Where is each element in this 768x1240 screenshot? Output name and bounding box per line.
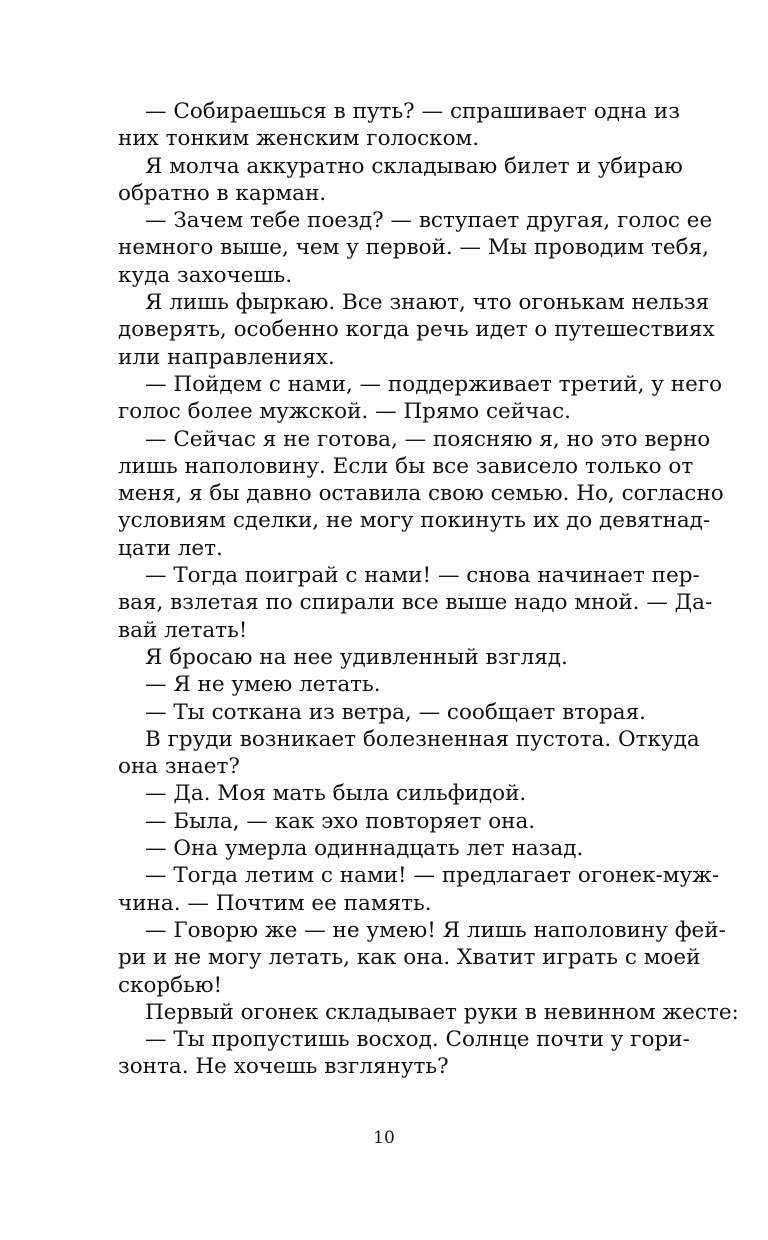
text-line: скорбью! xyxy=(118,972,223,998)
text-line: — Сейчас я не готова, — поясняю я, но это верно xyxy=(145,426,711,452)
text-line: зонта. Не хочешь взглянуть? xyxy=(118,1054,449,1080)
text-line: обратно в карман. xyxy=(118,180,327,206)
text-line: — Пойдем с нами, — поддерживает третий, у него xyxy=(145,371,723,397)
text-line: или направлениях. xyxy=(118,344,335,370)
text-line: условиям сделки, не могу покинуть их до девятнад- xyxy=(118,508,711,534)
text-line: доверять, особенно когда речь идет о путешествиях xyxy=(118,317,715,343)
text-line: меня, я бы давно оставила свою семью. Но, согласно xyxy=(118,481,724,507)
text-line: — Ты соткана из ветра, — сообщает вторая. xyxy=(145,699,646,725)
text-line: — Говорю же — не умею! Я лишь наполовину фей- xyxy=(145,917,726,943)
text-line: немного выше, чем у первой. — Мы проводим тебя, xyxy=(118,235,709,261)
page-text-body xyxy=(118,98,739,1081)
text-line: лишь наполовину. Если бы все зависело только от xyxy=(118,453,694,479)
text-line: куда захочешь. xyxy=(118,262,293,288)
text-line: них тонким женским голоском. xyxy=(118,126,480,152)
text-line: чина. — Почтим ее память. xyxy=(118,890,432,916)
text-line: Первый огонек складывает руки в невинном жесте: xyxy=(145,999,739,1025)
text-line: Я молча аккуратно складываю билет и убираю xyxy=(145,153,683,179)
text-line: В груди возникает болезненная пустота. Откуда xyxy=(145,726,700,752)
text-line: Я лишь фыркаю. Все знают, что огонькам нельзя xyxy=(145,290,710,316)
text-line: голос более мужской. — Прямо сейчас. xyxy=(118,399,572,425)
text-line: вай летать! xyxy=(118,617,248,643)
text-line: — Собираешься в путь? — спрашивает одна из xyxy=(145,99,680,124)
text-line: Я бросаю на нее удивленный взгляд. xyxy=(145,644,568,670)
text-line: — Ты пропустишь восход. Солнце почти у гори- xyxy=(145,1027,690,1053)
text-line: ри и не могу летать, как она. Хватит играть с моей xyxy=(118,945,701,971)
text-line: — Я не умею летать. xyxy=(145,672,381,698)
text-line: вая, взлетая по спирали все выше надо мной. — Да- xyxy=(118,590,713,616)
text-line: — Она умерла одиннадцать лет назад. xyxy=(145,836,584,862)
text-line: она знает? xyxy=(118,754,240,780)
page-number: 10 xyxy=(373,1128,395,1148)
text-line: — Тогда поиграй с нами! — снова начинает пер- xyxy=(145,563,700,589)
text-line: — Тогда летим с нами! — предлагает огонек-муж- xyxy=(145,863,720,889)
text-line: — Зачем тебе поезд? — вступает другая, голос ее xyxy=(145,208,713,234)
text-line: — Да. Моя мать была сильфидой. xyxy=(145,781,527,807)
text-line: — Была, — как эхо повторяет она. xyxy=(145,808,536,834)
text-line: цати лет. xyxy=(118,535,223,561)
